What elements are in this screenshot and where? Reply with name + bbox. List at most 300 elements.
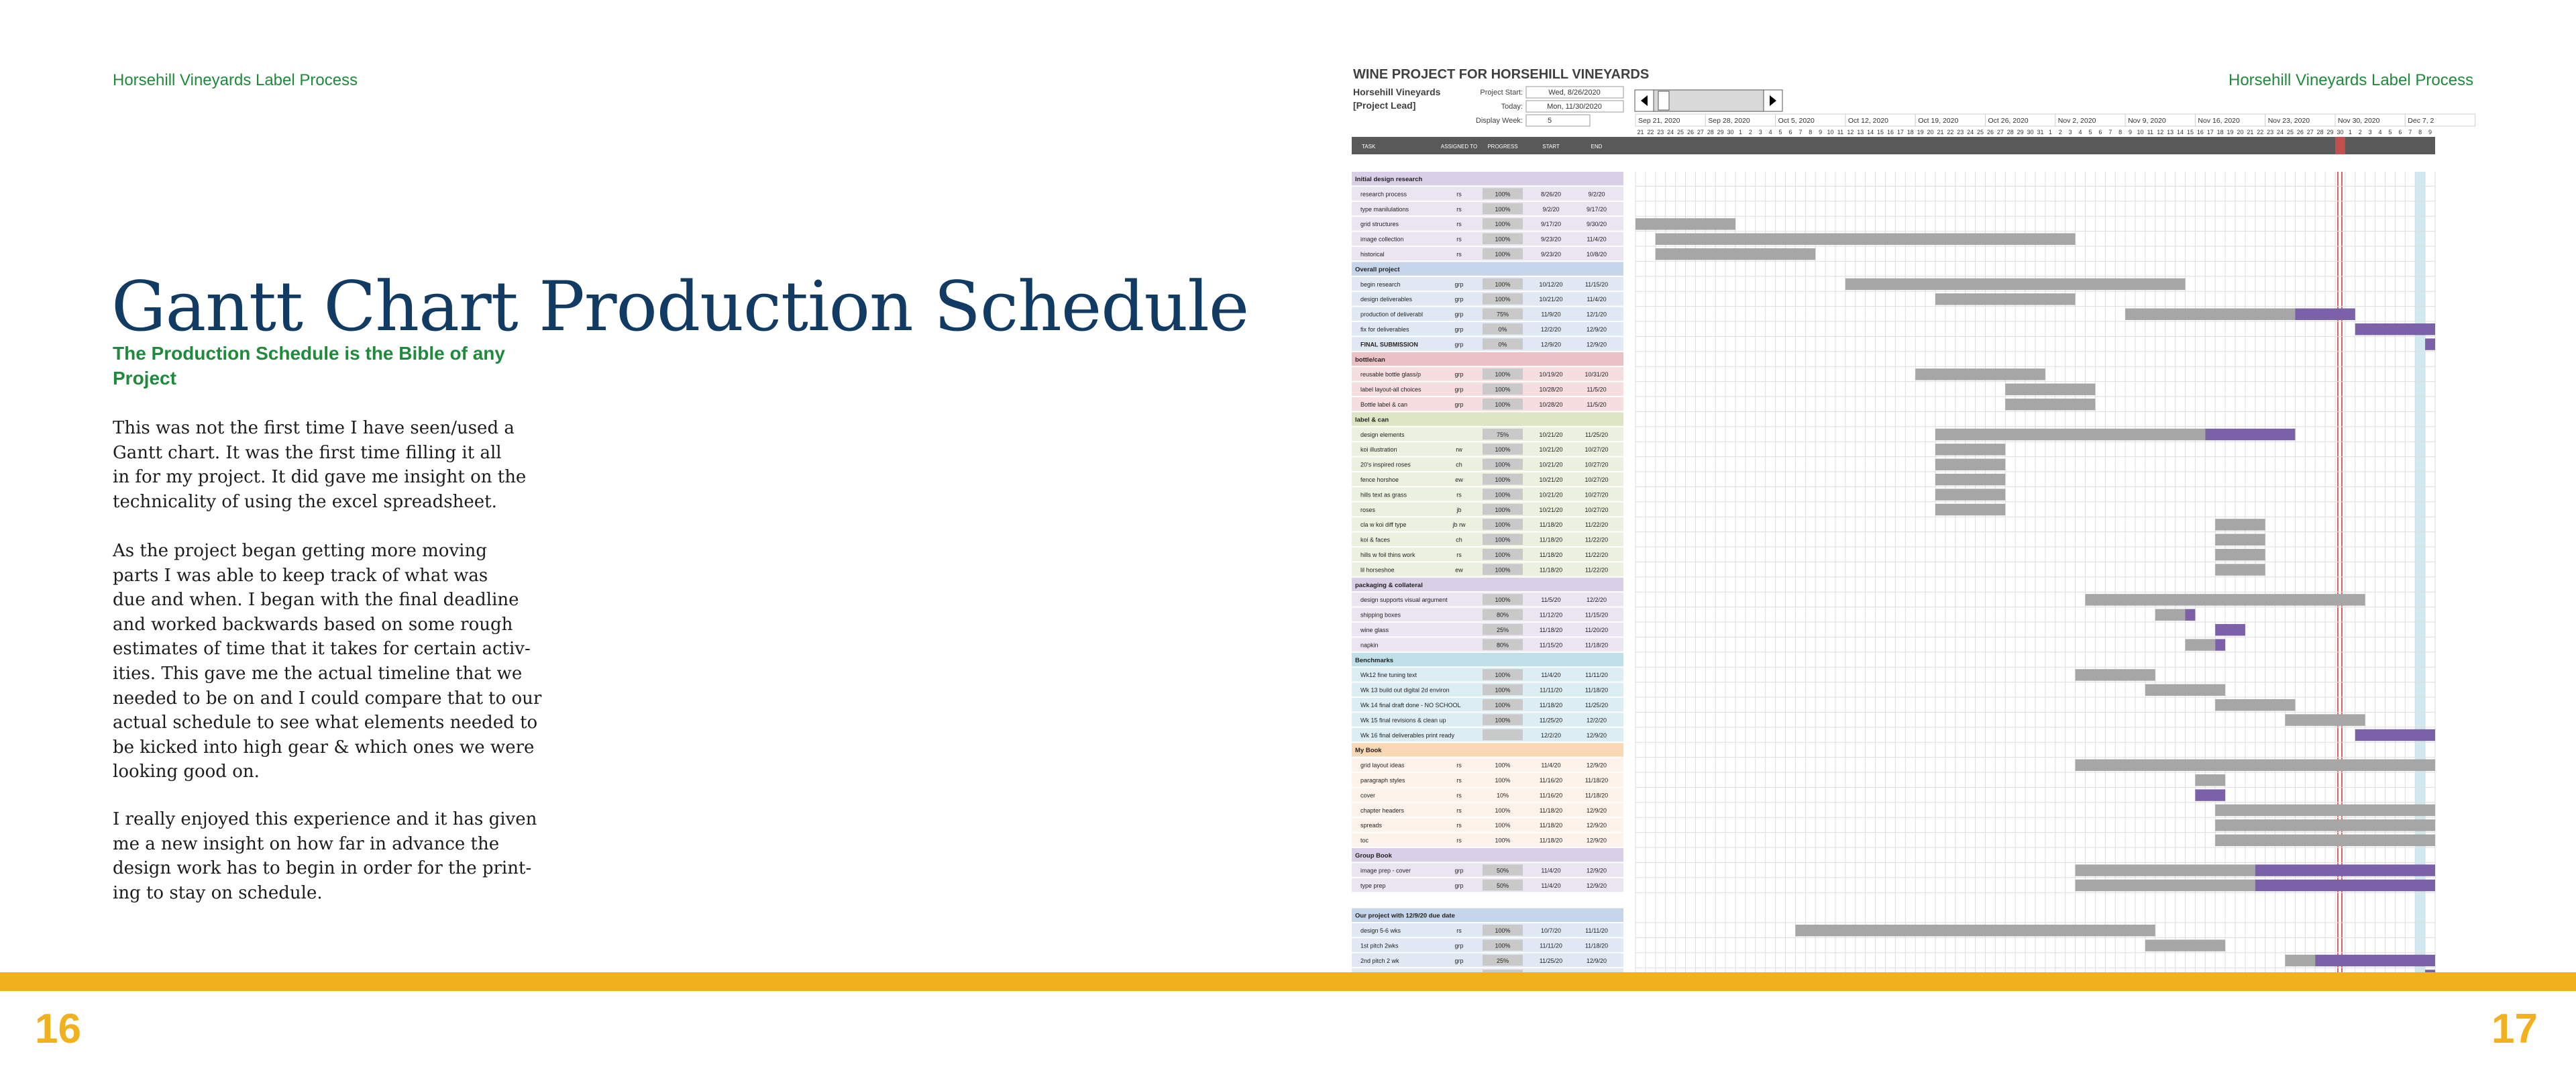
task-assignee: ch [1456, 461, 1462, 468]
day-number: 18 [2216, 129, 2224, 136]
task-progress: 100% [1495, 461, 1511, 468]
task-start: 10/28/20 [1539, 386, 1563, 393]
day-number: 29 [1717, 129, 1724, 136]
task-start: 11/16/20 [1539, 777, 1563, 784]
task-assignee: grp [1454, 867, 1464, 874]
gantt-bar-done [1935, 429, 2205, 440]
day-number: 16 [2196, 129, 2204, 136]
day-number: 10 [2137, 129, 2144, 136]
task-name: Wk 14 final draft done - NO SCHOOL [1360, 702, 1461, 709]
task-end: 11/15/20 [1585, 280, 1609, 288]
task-name: Wk 16 final deliverables print ready [1360, 731, 1455, 739]
day-number: 27 [1697, 129, 1704, 136]
group-row-bg [1352, 848, 1623, 862]
gantt-bar-remaining [2295, 309, 2355, 320]
text-line: technicality of using the excel spreadsheet. [113, 491, 497, 512]
task-start: 11/18/20 [1539, 552, 1563, 558]
group-row-label: Overall project [1355, 266, 1400, 274]
task-row-bg [1352, 788, 1623, 801]
page-title: Gantt Chart Production Schedule [111, 267, 1249, 348]
gantt-bar-done [2145, 684, 2225, 696]
text-line: Gantt chart. It was the first time filling it all [113, 442, 502, 463]
task-progress: 100% [1495, 221, 1511, 228]
display-week-value: 5 [1547, 117, 1552, 125]
task-name: grid structures [1360, 221, 1399, 228]
text-line: and worked backwards based on some rough [113, 614, 513, 635]
gantt-bar-done [1795, 925, 2155, 936]
group-row-label: Initial design research [1355, 176, 1423, 183]
text-line: parts I was able to keep track of what was [113, 565, 488, 586]
group-row-bg [1352, 743, 1623, 756]
text-line: As the project began getting more moving [113, 541, 487, 561]
task-name: koi illustration [1360, 446, 1397, 454]
gantt-bar-done [1935, 459, 2005, 470]
column-header: TASK [1362, 144, 1376, 150]
task-assignee: rs [1456, 792, 1462, 799]
gantt-bar-done [1935, 488, 2005, 500]
task-start: 10/12/20 [1539, 280, 1563, 288]
text-line: actual schedule to see what elements needed to [113, 713, 538, 733]
week-label: Nov 2, 2020 [2057, 117, 2096, 125]
task-end: 10/27/20 [1585, 506, 1609, 513]
task-progress: 100% [1495, 552, 1511, 558]
day-number: 15 [1877, 129, 1884, 136]
task-start: 11/4/20 [1541, 762, 1561, 769]
task-end: 11/22/20 [1585, 552, 1609, 558]
task-assignee: rw [1456, 446, 1462, 454]
task-start: 11/12/20 [1539, 611, 1563, 619]
task-end: 10/8/20 [1586, 251, 1607, 258]
task-end: 12/9/20 [1586, 837, 1607, 844]
column-header: PROGRESS [1487, 144, 1518, 150]
day-number: 30 [1727, 129, 1734, 136]
footer-band [0, 972, 2576, 991]
text-line: This was not the first time I have seen/used a [113, 418, 515, 438]
task-progress: 100% [1495, 597, 1511, 604]
gantt-bar-done [2215, 534, 2265, 546]
gantt-bar-done [2215, 819, 2435, 831]
task-progress: 80% [1496, 611, 1509, 619]
task-name: wine glass [1360, 627, 1389, 633]
gantt-bar-done [2286, 955, 2316, 966]
gantt-bar-done [2005, 384, 2095, 395]
day-number: 21 [1637, 129, 1644, 136]
task-end: 11/11/20 [1585, 672, 1608, 679]
day-number: 6 [1788, 129, 1792, 136]
task-progress: 75% [1496, 311, 1509, 318]
gantt-bar-done [1635, 218, 1735, 229]
subhead: The Production Schedule is the Bible of any Project [113, 343, 505, 389]
task-progress: 25% [1496, 957, 1509, 964]
task-assignee: rs [1456, 927, 1462, 934]
day-number: 4 [1768, 129, 1772, 136]
task-end: 12/1/20 [1586, 311, 1607, 318]
task-assignee: ew [1455, 566, 1463, 574]
task-name: historical [1360, 251, 1385, 258]
week-label: Sep 21, 2020 [1638, 117, 1680, 125]
task-progress: 100% [1495, 401, 1511, 408]
task-end: 12/9/20 [1586, 807, 1607, 814]
day-number: 6 [2398, 129, 2402, 136]
scrollbar-track [1635, 90, 1782, 111]
task-progress: 100% [1495, 566, 1511, 574]
task-start: 12/2/20 [1540, 731, 1562, 739]
task-end: 11/11/20 [1585, 927, 1608, 934]
day-number: 13 [1857, 129, 1864, 136]
task-start: 10/7/20 [1540, 927, 1562, 934]
task-assignee: rs [1456, 191, 1462, 198]
day-number: 5 [1778, 129, 1782, 136]
task-name: roses [1360, 506, 1376, 513]
group-row-bg [1352, 412, 1623, 425]
task-start: 10/21/20 [1539, 506, 1563, 513]
start-label: Project Start: [1480, 89, 1523, 97]
task-start: 11/25/20 [1539, 957, 1563, 964]
task-progress: 100% [1495, 506, 1511, 513]
task-assignee: rs [1456, 822, 1462, 829]
week-label: Oct 12, 2020 [1847, 117, 1889, 125]
task-assignee: rs [1456, 491, 1462, 499]
week-label: Dec 7, 2 [2408, 117, 2434, 125]
task-name: spreads [1360, 822, 1383, 829]
task-name: type prep [1360, 882, 1386, 889]
task-progress: 100% [1495, 251, 1511, 258]
task-name: type manilulations [1360, 205, 1409, 213]
task-progress: 100% [1495, 296, 1511, 303]
day-number: 30 [2337, 129, 2344, 136]
task-name: image prep - cover [1360, 867, 1411, 874]
task-end: 10/31/20 [1585, 371, 1609, 378]
task-assignee: rs [1456, 762, 1462, 769]
group-row-label: Group Book [1355, 852, 1392, 860]
day-number: 4 [2078, 129, 2082, 136]
text-line: needed to be on and I could compare that to our [113, 688, 542, 709]
task-assignee: grp [1454, 296, 1464, 303]
task-progress: 100% [1495, 386, 1511, 393]
day-number: 26 [1986, 129, 1994, 136]
text-line: design work has to begin in order for the print- [113, 858, 532, 879]
task-assignee: grp [1454, 280, 1464, 288]
text-line: in for my project. It did gave me insight on the [113, 467, 527, 488]
gantt-bar-remaining [2255, 880, 2435, 891]
day-number: 2 [2058, 129, 2062, 136]
running-header-right: Horsehill Vineyards Label Process [2229, 71, 2474, 89]
day-number: 28 [2316, 129, 2324, 136]
task-progress: 100% [1495, 717, 1511, 724]
task-start: 8/26/20 [1540, 191, 1562, 198]
task-end: 12/2/20 [1586, 597, 1607, 604]
day-number: 27 [2306, 129, 2314, 136]
day-number: 3 [1758, 129, 1762, 136]
day-number: 26 [2296, 129, 2304, 136]
day-number: 25 [1977, 129, 1984, 136]
task-end: 12/9/20 [1586, 882, 1607, 889]
gantt-bar-done [2086, 594, 2365, 605]
gantt-bar-done [2215, 519, 2265, 530]
highlight-column [2415, 172, 2425, 972]
day-number: 24 [1667, 129, 1674, 136]
gantt-bar-done [2215, 549, 2265, 560]
task-name: Wk 15 final revisions & clean up [1360, 717, 1446, 724]
day-number: 14 [1867, 129, 1874, 136]
day-number: 22 [2257, 129, 2264, 136]
day-number: 27 [1996, 129, 2004, 136]
task-name: Bottle label & can [1360, 401, 1408, 408]
task-start: 11/5/20 [1541, 597, 1561, 604]
group-row-label: Benchmarks [1355, 656, 1394, 664]
task-progress: 80% [1496, 641, 1509, 649]
gantt-bar-done [2215, 805, 2435, 816]
task-progress: 100% [1495, 371, 1511, 378]
task-progress: 0% [1498, 326, 1507, 333]
task-progress: 50% [1496, 867, 1509, 874]
day-number: 5 [2388, 129, 2392, 136]
task-start: 11/25/20 [1539, 717, 1563, 724]
task-start: 10/21/20 [1539, 476, 1563, 483]
gantt-bar-remaining [2205, 429, 2295, 440]
task-start: 11/4/20 [1541, 867, 1561, 874]
scroll-thumb [1658, 91, 1669, 110]
day-number: 13 [2167, 129, 2174, 136]
text-line: ities. This gave me the actual timeline that we [113, 663, 523, 684]
task-progress: 100% [1495, 491, 1511, 499]
day-number: 12 [2157, 129, 2164, 136]
week-label: Oct 26, 2020 [1988, 117, 2029, 125]
task-end: 10/27/20 [1585, 476, 1609, 483]
task-assignee: jb [1456, 506, 1462, 513]
task-start: 12/9/20 [1540, 341, 1562, 348]
task-assignee: rs [1456, 251, 1462, 258]
display-week-box [1526, 115, 1590, 126]
task-assignee: grp [1454, 386, 1464, 393]
start-value: Wed, 8/26/2020 [1548, 89, 1601, 97]
gantt-bar-done [1935, 474, 2005, 485]
task-progress: 100% [1495, 837, 1511, 844]
task-name: koi & faces [1360, 536, 1391, 544]
gantt-lead: [Project Lead] [1353, 100, 1416, 111]
task-start: 11/18/20 [1539, 521, 1563, 529]
day-number: 4 [2378, 129, 2382, 136]
gantt-bar-remaining [2195, 789, 2225, 800]
task-name: hills text as grass [1360, 491, 1407, 499]
group-row-label: Our project with 12/9/20 due date [1355, 912, 1455, 920]
task-name: research process [1360, 191, 1407, 198]
task-end: 12/9/20 [1586, 867, 1607, 874]
task-progress: 100% [1495, 191, 1511, 198]
task-progress: 100% [1495, 236, 1511, 243]
task-end: 11/15/20 [1585, 611, 1609, 619]
page-number-right: 17 [2491, 1006, 2538, 1052]
group-row-label: My Book [1355, 747, 1382, 755]
task-progress: 100% [1495, 536, 1511, 544]
gantt-bar-done [1935, 293, 2076, 305]
page-number-left: 16 [35, 1006, 81, 1052]
week-label: Nov 9, 2020 [2128, 117, 2166, 125]
progress-cell [1483, 729, 1523, 740]
gantt-bar-done [2186, 639, 2216, 650]
task-progress: 75% [1496, 431, 1509, 438]
text-line: ing to stay on schedule. [113, 882, 323, 903]
task-start: 12/2/20 [1540, 326, 1562, 333]
task-start: 11/18/20 [1539, 822, 1563, 829]
task-start: 11/4/20 [1541, 882, 1561, 889]
day-number: 23 [2267, 129, 2274, 136]
day-number: 17 [2206, 129, 2214, 136]
task-start: 11/11/20 [1540, 686, 1562, 694]
day-number: 17 [1896, 129, 1904, 136]
task-start: 11/4/20 [1541, 672, 1561, 679]
task-name: image collection [1360, 236, 1404, 243]
task-end: 12/9/20 [1586, 957, 1607, 964]
day-number: 23 [1957, 129, 1964, 136]
gantt-bar-done [2215, 835, 2435, 846]
week-label: Nov 23, 2020 [2267, 117, 2310, 125]
column-header: END [1591, 144, 1603, 150]
gantt-company: Horsehill Vineyards [1353, 87, 1441, 97]
gantt-bar-remaining [2186, 609, 2196, 621]
task-assignee: rs [1456, 221, 1462, 228]
task-name: begin research [1360, 280, 1401, 288]
task-name: cover [1360, 792, 1376, 799]
task-name: hills w foil thins work [1360, 552, 1415, 558]
task-progress: 100% [1495, 942, 1511, 949]
group-row-label: bottle/can [1355, 356, 1385, 364]
task-end: 11/18/20 [1585, 942, 1609, 949]
day-number: 20 [1927, 129, 1934, 136]
task-end: 10/27/20 [1585, 491, 1609, 499]
text-line: looking good on. [113, 762, 260, 782]
task-progress: 10% [1496, 792, 1509, 799]
task-assignee: rs [1456, 777, 1462, 784]
gantt-bar-done [2076, 760, 2435, 771]
task-start: 10/21/20 [1539, 431, 1563, 438]
task-name: design elements [1360, 431, 1405, 438]
gantt-bar-done [2145, 939, 2225, 951]
gantt-bar-remaining [2315, 955, 2435, 966]
day-number: 7 [1799, 129, 1803, 136]
gantt-bar-done [1845, 278, 2186, 290]
gantt-bar-remaining [2355, 729, 2435, 741]
display-week-label: Display Week: [1475, 117, 1523, 125]
task-end: 11/5/20 [1587, 386, 1607, 393]
task-assignee: grp [1454, 326, 1464, 333]
task-assignee: grp [1454, 311, 1464, 318]
task-progress: 100% [1495, 822, 1511, 829]
task-assignee: jb rw [1452, 521, 1466, 529]
task-assignee: grp [1454, 957, 1464, 964]
day-number: 3 [2368, 129, 2372, 136]
day-number: 2 [1748, 129, 1752, 136]
task-name: 20's inspired roses [1360, 461, 1411, 468]
task-start: 11/15/20 [1539, 641, 1563, 649]
task-progress: 100% [1495, 807, 1511, 814]
day-number: 15 [2186, 129, 2194, 136]
day-number: 11 [2147, 129, 2154, 136]
task-name: 1st pitch 2wks [1360, 942, 1399, 949]
day-number: 21 [1937, 129, 1944, 136]
task-end: 11/18/20 [1585, 686, 1609, 694]
task-name: production of deliverabl [1360, 311, 1424, 318]
task-end: 12/2/20 [1586, 717, 1607, 724]
task-start: 11/16/20 [1539, 792, 1563, 799]
day-number: 8 [1809, 129, 1813, 136]
task-assignee: rs [1456, 236, 1462, 243]
day-number: 9 [2428, 129, 2432, 136]
gantt-bar-remaining [2215, 639, 2225, 650]
task-assignee: rs [1456, 205, 1462, 213]
gantt-bar-remaining [2255, 864, 2435, 876]
today-header-cell [2335, 137, 2345, 154]
task-end: 9/2/20 [1588, 191, 1605, 198]
task-name: shipping boxes [1360, 611, 1401, 619]
task-name: design 5-6 wks [1360, 927, 1401, 934]
day-number: 1 [2348, 129, 2352, 136]
task-name: napkin [1360, 641, 1379, 649]
column-header: START [1542, 144, 1560, 150]
task-start: 10/21/20 [1539, 491, 1563, 499]
week-label: Nov 16, 2020 [2198, 117, 2240, 125]
gantt-bar-remaining [2425, 338, 2435, 350]
today-label: Today: [1501, 103, 1523, 111]
task-start: 11/18/20 [1539, 807, 1563, 814]
task-end: 11/22/20 [1585, 536, 1609, 544]
day-number: 9 [1819, 129, 1823, 136]
task-assignee: rs [1456, 552, 1462, 558]
gantt-bar-done [2076, 864, 2255, 876]
task-end: 11/18/20 [1585, 641, 1609, 649]
day-number: 1 [1738, 129, 1742, 136]
task-start: 10/21/20 [1539, 296, 1563, 303]
task-assignee: grp [1454, 942, 1464, 949]
text-line: I really enjoyed this experience and it has given [113, 809, 537, 829]
task-progress: 100% [1495, 521, 1511, 529]
task-progress: 100% [1495, 686, 1511, 694]
gantt-title: WINE PROJECT FOR HORSEHILL VINEYARDS [1353, 67, 1650, 82]
task-name: fix for deliverables [1360, 326, 1409, 333]
group-row-bg [1352, 352, 1623, 366]
task-end: 10/27/20 [1585, 461, 1609, 468]
task-start: 10/28/20 [1539, 401, 1563, 408]
task-start: 11/18/20 [1539, 837, 1563, 844]
task-progress: 100% [1495, 702, 1511, 709]
day-number: 30 [2027, 129, 2034, 136]
task-progress: 50% [1496, 882, 1509, 889]
task-end: 10/27/20 [1585, 446, 1609, 454]
task-progress: 100% [1495, 777, 1511, 784]
task-name: lil horseshoe [1360, 566, 1395, 574]
day-number: 26 [1686, 129, 1694, 136]
task-start: 10/19/20 [1539, 371, 1563, 378]
running-header-left: Horsehill Vineyards Label Process [113, 71, 358, 89]
gantt-bar-done [1656, 234, 2076, 245]
day-number: 31 [2037, 129, 2044, 136]
task-start: 9/2/20 [1542, 205, 1560, 213]
gantt-bar-done [1656, 248, 1815, 260]
day-number: 11 [1837, 129, 1844, 136]
task-progress: 100% [1495, 446, 1511, 454]
day-number: 29 [2326, 129, 2334, 136]
task-start: 11/18/20 [1539, 566, 1563, 574]
day-number: 21 [2247, 129, 2254, 136]
today-value: Mon, 11/30/2020 [1547, 103, 1602, 111]
gantt-bar-done [2076, 669, 2155, 680]
task-assignee: grp [1454, 882, 1464, 889]
column-header: ASSIGNED TO [1440, 144, 1478, 150]
gantt-bar-done [2125, 309, 2295, 320]
day-number: 23 [1657, 129, 1664, 136]
task-row-bg [1352, 818, 1623, 831]
task-start: 11/18/20 [1539, 536, 1563, 544]
